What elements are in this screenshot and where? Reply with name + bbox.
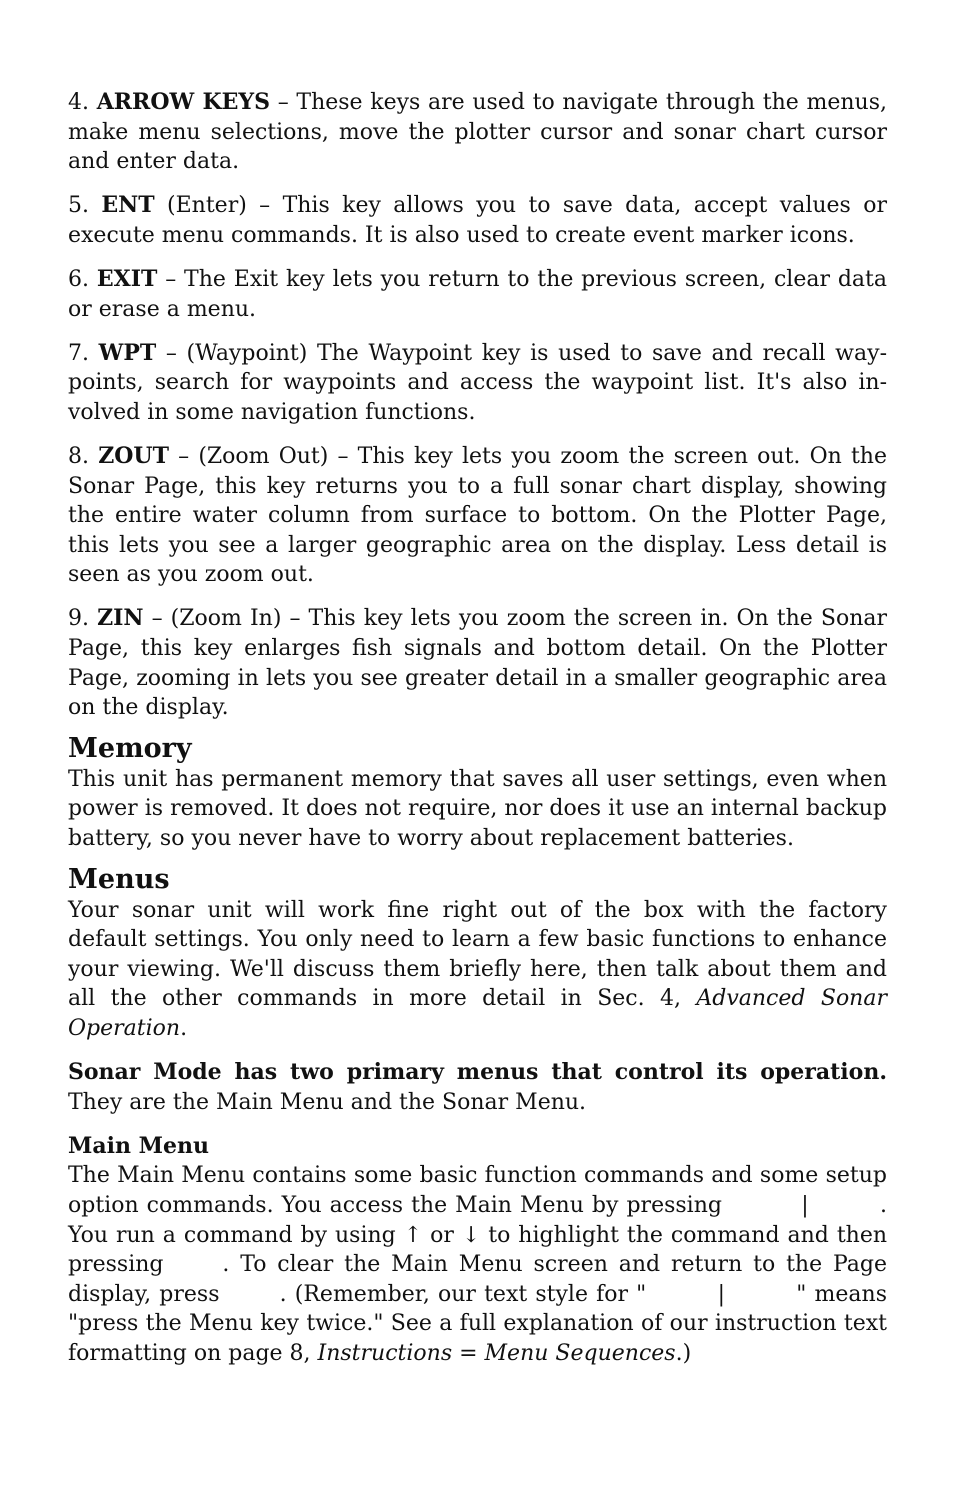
page-reference: Instructions = Menu Sequences <box>317 1340 676 1366</box>
item-number: 8. <box>68 443 89 469</box>
main-menu-body: The Main Menu contains some basic function commands and some setup option commands. You access the Main Menu by pressing | . You run a command by using ↑ or ↓ to highlight the command and then pressing . To clear the Main Menu screen and return to the Page display, press . (Remember, our text style for " | " means "press the Menu key twice." See a full explanation of our instruction text formatting on page 8, Instructions = Menu Sequences.) <box>68 1163 888 1366</box>
manual-page <box>68 88 887 1383</box>
key-separator: | <box>717 1281 725 1307</box>
key-item-wpt <box>68 339 887 428</box>
key-item-zin <box>68 604 887 722</box>
key-description: – The Exit key lets you return to the previous screen, clear data or erase a menu. <box>68 266 887 322</box>
sonar-mode-paragraph: Sonar Mode has two primary menus that control its operation. They are the Main Menu and the Sonar Menu. <box>68 1059 887 1115</box>
key-name: ZOUT <box>98 442 169 469</box>
down-arrow-icon: ↓ <box>461 1222 481 1248</box>
menus-intro: Your sonar unit will work fine right out of the box with the factory default settings. You only need to learn a few basic functions to enhance your viewing. We'll discuss them briefly here, then talk about them and all the other commands in more detail in Sec. 4, Advanced Sonar Operation. <box>68 897 887 1041</box>
key-item-zout <box>68 442 887 590</box>
item-number: 7. <box>68 340 89 366</box>
key-item-ent <box>68 191 887 250</box>
item-number: 6. <box>68 266 89 292</box>
up-arrow-icon: ↑ <box>403 1222 423 1248</box>
sonar-mode-emphasis: Sonar Mode has two primary menus that control its operation. <box>68 1059 887 1086</box>
key-separator: | <box>801 1192 809 1218</box>
memory-heading: Memory <box>68 732 192 764</box>
section-reference: Advanced Sonar Operation <box>68 986 887 1041</box>
main-menu-heading: Main Menu <box>68 1132 209 1159</box>
key-name: WPT <box>98 339 157 366</box>
key-item-exit <box>68 265 887 324</box>
memory-body: This unit has permanent memory that saves all user settings, even when power is removed. It does not require, nor does it use an internal backup battery, so you never have to worry about replacement batteries. <box>68 766 887 851</box>
key-description: (Enter) – This key allows you to save data, accept values or execute menu commands. It is also used to create event marker icons. <box>68 193 887 248</box>
key-name: ZIN <box>97 605 144 632</box>
key-description: – These keys are used to navigate through the menus, make menu selections, move the plotter cursor and sonar chart cursor and enter data. <box>68 90 887 175</box>
item-number: 4. <box>68 90 89 115</box>
menus-heading: Menus <box>68 863 170 895</box>
key-item-arrow <box>68 88 887 177</box>
key-description: – (Zoom Out) – This key lets you zoom the screen out. On the Sonar Page, this key returns you to a full sonar chart display, showing the entire water column from surface to bottom. On the Plotter Page, this lets you see a larger geographic area on the display. Less detail is seen as you zoom out. <box>68 443 887 588</box>
key-name: ENT <box>101 192 155 219</box>
key-description: – (Zoom In) – This key lets you zoom the screen in. On the Sonar Page, this key enlarges fish signals and bottom detail. On the Plotter Page, zooming in lets you see greater detail in a smaller geographic area on the display. <box>68 606 887 721</box>
item-number: 5. <box>68 193 89 219</box>
key-description: – (Waypoint) The Waypoint key is used to save and recall waypoints, search for waypoints and access the waypoint list. It's also involved in some navigation functions. <box>68 340 887 425</box>
key-name: ARROW KEYS <box>96 89 271 115</box>
key-name: EXIT <box>96 265 158 292</box>
item-number: 9. <box>68 606 89 632</box>
